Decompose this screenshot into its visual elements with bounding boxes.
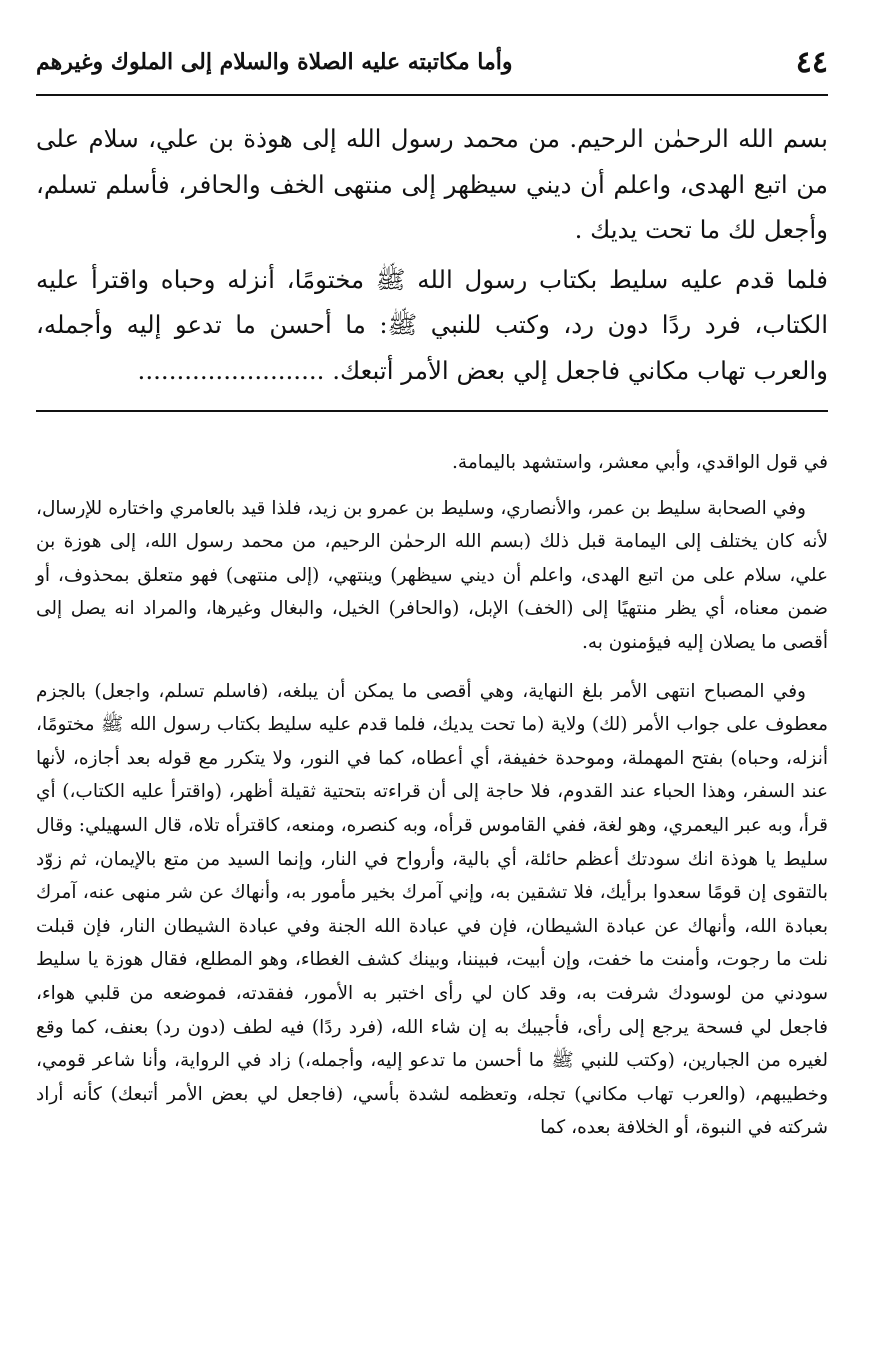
- page-number: ٤٤: [795, 44, 828, 80]
- header-rule: [36, 94, 828, 96]
- hadith-text-block: [36, 116, 828, 393]
- hadith-paragraph: بسم الله الرحمٰن الرحيم. من محمد رسول الله إلى هوذة بن علي، سلام على من اتبع الهدى، واعلم أن ديني سيظهر إلى منتهى الخف والحافر، فأسلم تسلم، وأجعل لك ما تحت يديك .: [36, 124, 828, 244]
- section-divider: [36, 410, 828, 412]
- running-title: وأما مكاتبته عليه الصلاة والسلام إلى الملوك وغيرهم: [36, 49, 513, 75]
- commentary-paragraph: وفي المصباح انتهى الأمر بلغ النهاية، وهي أقصى ما يمكن أن يبلغه، (فاسلم تسلم، واجعل) بالجزم معطوف على جواب الأمر (لك) ولاية (ما تحت يديك، فلما قدم عليه سليط بكتاب رسول الله ﷺ مختومًا، أنزله، وحباه) بفتح المهملة، وموحدة خفيفة، أي أعطاه، كما في النور، ولا يتكرر مع قوله بعد أجازه، لأنها عند السفر، وهذا الحباء عند القدوم، فلا حاجة إلى أن قراءته بتحتية ثقيلة أظهر، (واقترأ عليه الكتاب،) أي قرأ، وبه عبر اليعمري، وهو لغة، ففي القاموس قرأه، وبه كنصره، ومنعه، كاقترأه تلاه، قال السهيلي: وقال سليط يا هوذة انك سودتك أعظم حائلة، أي بالية، وأرواح في النار، وإنما السيد من متع بالإيمان، ثم زوّد بالتقوى إن قومًا سعدوا برأيك، فلا تشقين به، وإني آمرك بخير مأمور به، وأنهاك عن شر منهى عنه، آمرك بعبادة الله، وأنهاك عن عبادة الشيطان، فإن في عبادة الله الجنة وفي عبادة الشيطان النار، فإن قبلت نلت ما رجوت، وأمنت ما خفت، وإن أبيت، فبيننا، وبينك كشف الغطاء، وهو المطلع، فقال هوزة يا سليط سودني من لوسودك شرفت به، وقد كان لي رأى اختبر به الأمور، ففقدته، فموضعه من قلبي هواء، فاجعل لي فسحة يرجع إلى رأى، فأجيبك به إن شاء الله، (فرد ردًا) فيه لطف (دون رد) بعنف، كما وقع لغيره من الجبارين، (وكتب للنبي ﷺ ما أحسن ما تدعو إليه، وأجمله،) زاد في الرواية، وأنا شاعر قومي، وخطيبهم، (والعرب تهاب مكاني) تجله، وتعظمه لشدة بأسي، (فاجعل لي بعض الأمر أتبعك) كأنه أراد شركته في النبوة، أو الخلافة بعده، كما: [36, 680, 828, 1139]
- commentary-paragraph: في قول الواقدي، وأبي معشر، واستشهد باليمامة.: [452, 452, 828, 473]
- commentary-block: [36, 446, 828, 1145]
- commentary-paragraph: وفي الصحابة سليط بن عمر، والأنصاري، وسليط بن عمرو بن زيد، فلذا قيد بالعامري واختاره للإرسال، لأنه كان يختلف إلى اليمامة قبل ذلك (بسم الله الرحمٰن الرحيم، من محمد رسول الله، إلى هوزة بن علي، سلام على من اتبع الهدى، واعلم أن ديني سيظهر) وينتهي، (إلى منتهى) فهو متعلق بمحذوف، أو ضمن معناه، أي يظر منتهيًا إلى (الخف) الإبل، (والحافر) الخيل، والبغال وغيرها، والمراد انه يصل إلى أقصى ما يصلان إليه فيؤمنون به.: [36, 497, 828, 653]
- page-header: [36, 40, 828, 84]
- hadith-paragraph: فلما قدم عليه سليط بكتاب رسول الله ﷺ مختومًا، أنزله وحباه واقترأ عليه الكتاب، فرد ردًا دون رد، وكتب للنبي ﷺ: ما أحسن ما تدعو إليه وأجمله، والعرب تهاب مكاني فاجعل إلي بعض الأمر أتبعك. ........................: [36, 264, 828, 385]
